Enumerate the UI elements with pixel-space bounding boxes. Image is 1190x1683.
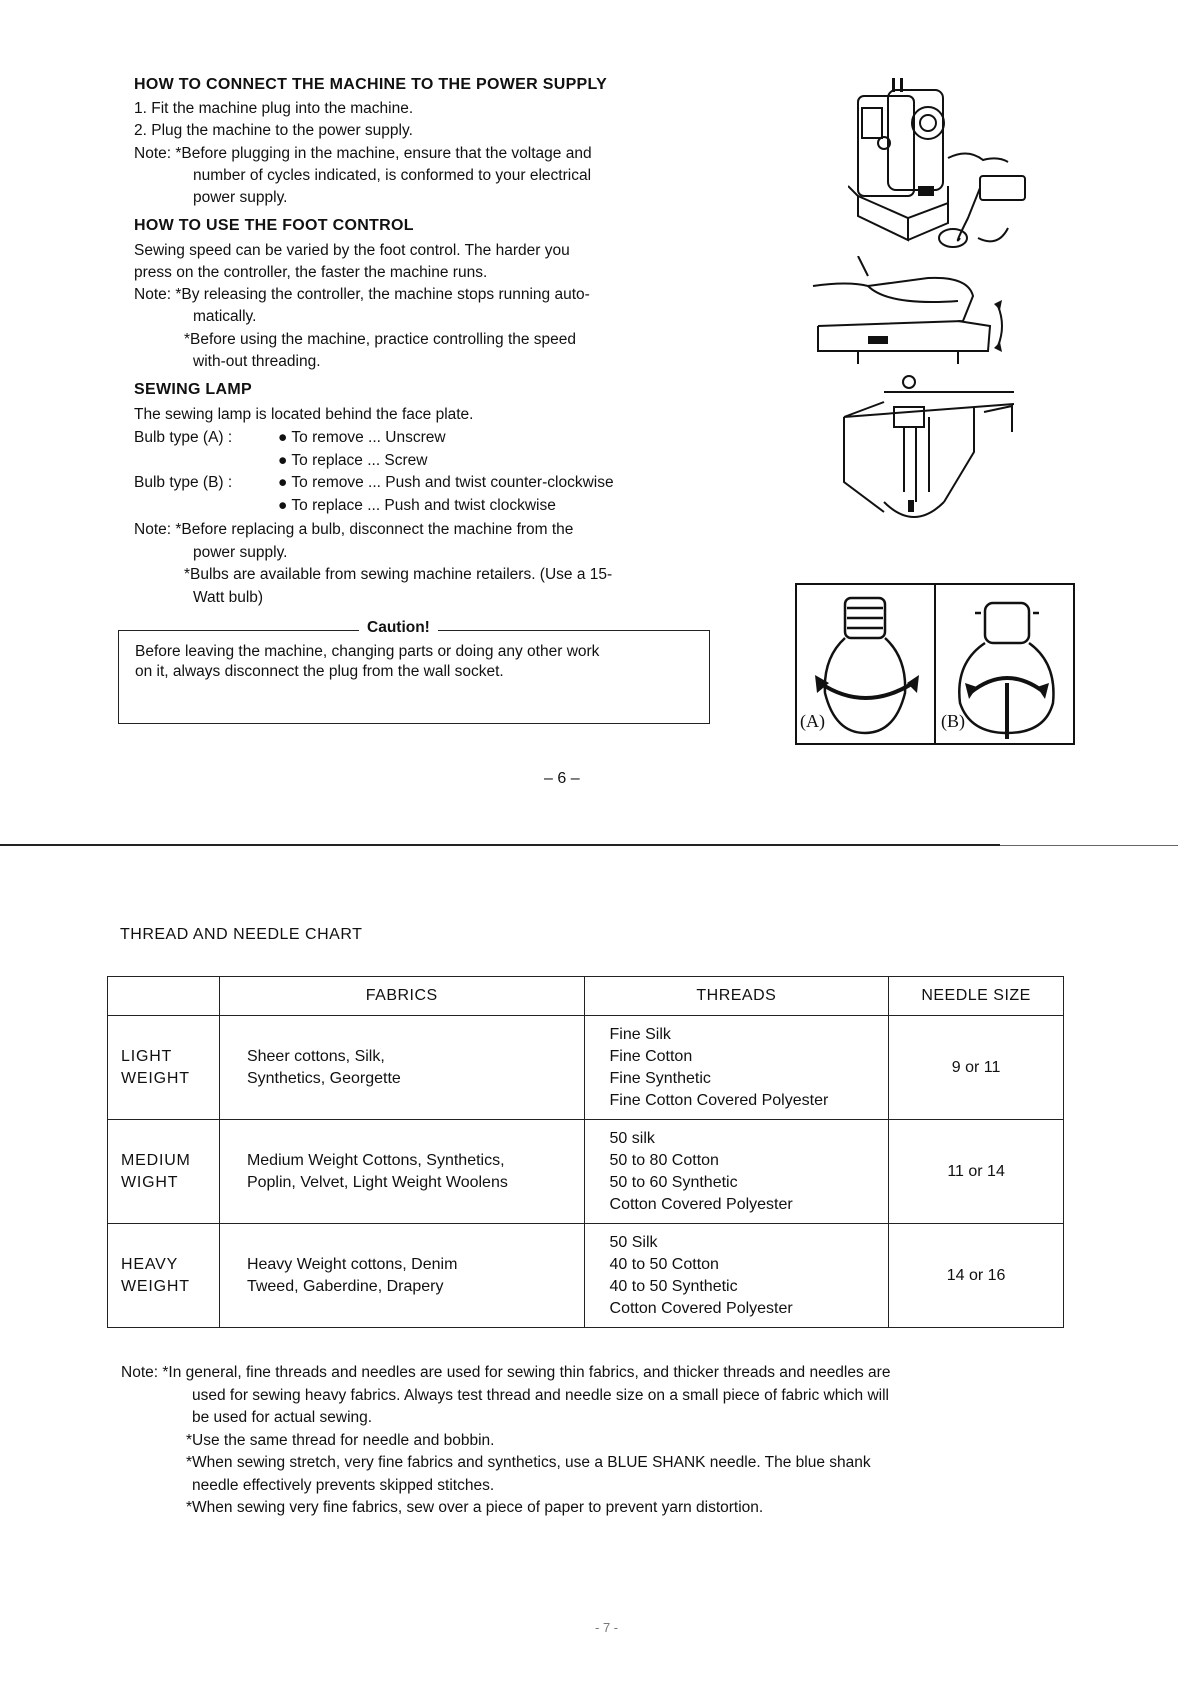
lamp-note-line-1: Note: *Before replacing a bulb, disconnect the machine from the xyxy=(134,521,574,538)
table-row xyxy=(108,1016,1064,1120)
note-line-2: used for sewing heavy fabrics. Always test thread and needle size on a small piece of fabric which will xyxy=(192,1387,889,1404)
weight-category-cell xyxy=(108,1224,220,1328)
thread-needle-table xyxy=(107,976,1064,1328)
threads-cell xyxy=(584,1016,889,1120)
thread-line: 40 to 50 Cotton xyxy=(609,1255,719,1273)
fabric-line: Tweed, Gaberdine, Drapery xyxy=(246,1277,444,1295)
page-divider-tail xyxy=(1000,845,1178,846)
thread-line: Cotton Covered Polyester xyxy=(609,1195,793,1213)
bulb-b-replace: ● To replace ... Push and twist clockwise xyxy=(278,497,556,514)
needle-size-cell: 14 or 16 xyxy=(889,1224,1064,1328)
foot-note-line-2: matically. xyxy=(193,308,257,325)
header-cell-empty xyxy=(108,977,220,1016)
thread-line: 50 to 80 Cotton xyxy=(609,1151,719,1169)
header-needle-size: NEEDLE SIZE xyxy=(889,977,1064,1016)
fabric-line: Sheer cottons, Silk, xyxy=(246,1047,385,1065)
lamp-line-1: The sewing lamp is located behind the face plate. xyxy=(134,406,474,423)
bulb-b-label-figure: (B) xyxy=(941,711,965,731)
note-line-6: needle effectively prevents skipped stitches. xyxy=(192,1477,495,1494)
caution-box xyxy=(118,619,710,724)
sewing-machine-illustration xyxy=(848,78,1028,258)
foot-line-1: Sewing speed can be varied by the foot control. The harder you xyxy=(134,242,570,259)
table-header-row xyxy=(108,977,1064,1016)
table-row xyxy=(108,1224,1064,1328)
lamp-note-line-3: *Bulbs are available from sewing machine retailers. (Use a 15- xyxy=(184,566,613,583)
weight-category-cell xyxy=(108,1120,220,1224)
foot-note-line-4: with-out threading. xyxy=(193,353,321,370)
note-line-1: Note: *In general, fine threads and needles are used for sewing thin fabrics, and thicker threads and needles are xyxy=(121,1364,891,1381)
page-divider xyxy=(0,844,1000,846)
table-row xyxy=(108,1120,1064,1224)
foot-line-2: press on the controller, the faster the machine runs. xyxy=(134,264,488,281)
power-note-line-1: Note: *Before plugging in the machine, ensure that the voltage and xyxy=(134,145,592,162)
power-note-line-2: number of cycles indicated, is conformed to your electrical xyxy=(193,167,592,184)
bulb-b-label: Bulb type (B) : xyxy=(134,474,233,491)
face-plate-illustration xyxy=(824,372,1014,542)
thread-line: Fine Cotton xyxy=(609,1047,693,1065)
footer-page-mark: - 7 - xyxy=(595,1620,619,1635)
bulb-a-replace: ● To replace ... Screw xyxy=(278,452,428,469)
thread-line: 50 Silk xyxy=(609,1233,658,1251)
foot-note-line-1: Note: *By releasing the controller, the machine stops running auto- xyxy=(134,286,590,303)
thread-line: 40 to 50 Synthetic xyxy=(609,1277,738,1295)
thread-line: 50 silk xyxy=(609,1129,655,1147)
needle-size-cell: 9 or 11 xyxy=(889,1016,1064,1120)
category-line: MEDIUM xyxy=(121,1151,191,1169)
fabrics-cell xyxy=(219,1120,584,1224)
power-step-1: 1. Fit the machine plug into the machine. xyxy=(134,100,414,117)
note-line-5: *When sewing stretch, very fine fabrics and synthetics, use a BLUE SHANK needle. The blue shank xyxy=(186,1454,871,1471)
note-line-3: be used for actual sewing. xyxy=(192,1409,373,1426)
bulb-a-label: Bulb type (A) : xyxy=(134,429,233,446)
header-threads: THREADS xyxy=(584,977,889,1016)
threads-cell xyxy=(584,1224,889,1328)
fabric-line: Heavy Weight cottons, Denim xyxy=(246,1255,458,1273)
thread-line: Fine Cotton Covered Polyester xyxy=(609,1091,829,1109)
header-fabrics: FABRICS xyxy=(219,977,584,1016)
weight-category-cell xyxy=(108,1016,220,1120)
thread-line: Fine Synthetic xyxy=(609,1069,711,1087)
fabric-line: Poplin, Velvet, Light Weight Woolens xyxy=(246,1173,508,1191)
category-line: WIGHT xyxy=(121,1173,179,1191)
note-line-4: *Use the same thread for needle and bobbin. xyxy=(186,1432,495,1449)
needle-size-cell: 11 or 14 xyxy=(889,1120,1064,1224)
caution-line-2: on it, always disconnect the plug from the wall socket. xyxy=(135,663,504,680)
thread-line: 50 to 60 Synthetic xyxy=(609,1173,738,1191)
bulb-a-label-figure: (A) xyxy=(800,711,825,731)
caution-title: Caution! xyxy=(359,619,438,637)
note-line-7: *When sewing very fine fabrics, sew over a piece of paper to prevent yarn distortion. xyxy=(186,1499,764,1516)
bulb-types-figure xyxy=(795,583,1075,745)
lamp-note-line-2: power supply. xyxy=(193,544,288,561)
bulb-b-icon xyxy=(959,603,1053,739)
power-note-line-3: power supply. xyxy=(193,189,288,206)
chart-title: THREAD AND NEEDLE CHART xyxy=(120,926,363,943)
category-line: WEIGHT xyxy=(121,1277,190,1295)
page-number: – 6 – xyxy=(544,770,580,787)
threads-cell xyxy=(584,1120,889,1224)
foot-pedal-illustration xyxy=(808,256,1013,366)
category-line: LIGHT xyxy=(121,1047,173,1065)
fabric-line: Medium Weight Cottons, Synthetics, xyxy=(246,1151,505,1169)
bulb-a-remove: ● To remove ... Unscrew xyxy=(278,429,446,446)
thread-line: Cotton Covered Polyester xyxy=(609,1299,793,1317)
power-supply-heading: HOW TO CONNECT THE MACHINE TO THE POWER SUPPLY xyxy=(134,76,608,93)
category-line: WEIGHT xyxy=(121,1069,190,1087)
foot-note-line-3: *Before using the machine, practice controlling the speed xyxy=(184,331,577,348)
power-step-2: 2. Plug the machine to the power supply. xyxy=(134,122,413,139)
thread-line: Fine Silk xyxy=(609,1025,671,1043)
lamp-note-line-4: Watt bulb) xyxy=(193,589,264,606)
caution-line-1: Before leaving the machine, changing parts or doing any other work xyxy=(135,643,600,660)
category-line: HEAVY xyxy=(121,1255,179,1273)
sewing-lamp-heading: SEWING LAMP xyxy=(134,381,252,398)
fabric-line: Synthetics, Georgette xyxy=(246,1069,401,1087)
bulb-b-remove: ● To remove ... Push and twist counter-clockwise xyxy=(278,474,614,491)
fabrics-cell xyxy=(219,1224,584,1328)
bulb-a-icon xyxy=(820,598,913,733)
foot-control-heading: HOW TO USE THE FOOT CONTROL xyxy=(134,217,414,234)
fabrics-cell xyxy=(219,1016,584,1120)
